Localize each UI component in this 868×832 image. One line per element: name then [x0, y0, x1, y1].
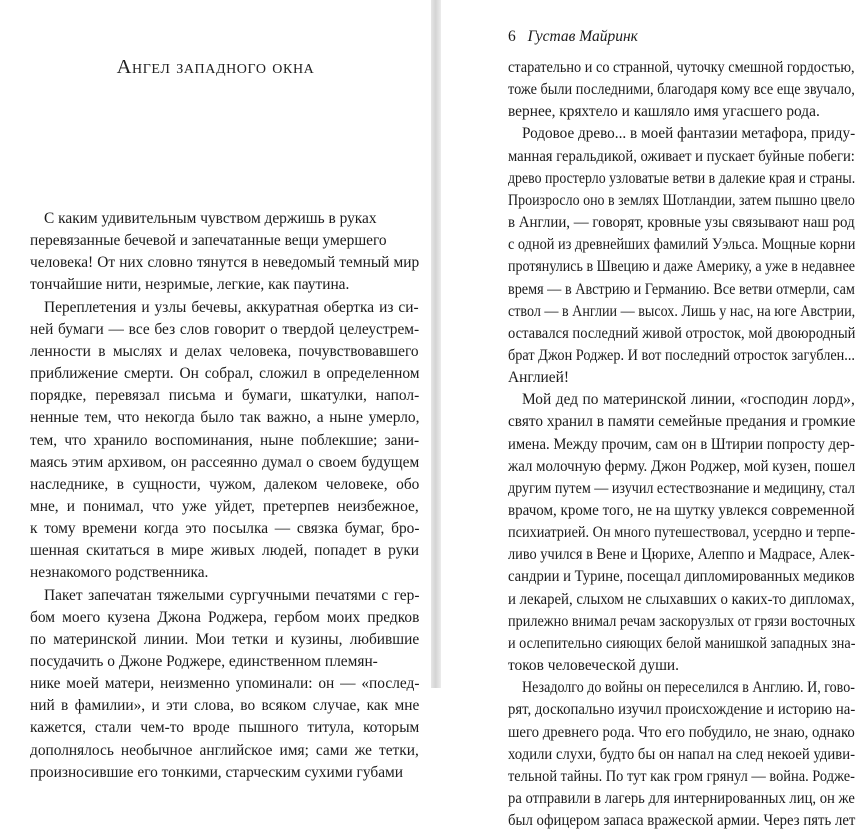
text-line: кажется, стали чем-то вроде пышного титула, которым: [30, 719, 420, 737]
text-line: время — в Австрию и Германию. Все ветви отмерли, сам: [508, 280, 855, 298]
right-page: [441, 0, 868, 830]
text-line: врачом, кроме того, не на шутку увлекся современной: [508, 502, 855, 519]
text-line: старательно и со странной, чуточку смешной гордостью,: [508, 59, 855, 76]
text-line: манная геральдикой, оживает и пускает буйные побеги:: [508, 147, 855, 165]
text-line: рят, доскопально изучил происхождение и историю на-: [508, 701, 856, 719]
text-line: Незадолго до войны он переселился в Англию. И, гово-: [522, 679, 855, 697]
text-line: ней бумаги — все без слов говорит о твердой целеустрем-: [30, 320, 420, 338]
text-line: протянулись в Швецию и даже Америку, а уже в недавнее: [508, 258, 856, 276]
text-line: токов человеческой души.: [508, 657, 680, 675]
text-line: по материнской линии. Мои тетки и кузины, любившие: [30, 630, 420, 648]
text-line: тем, что хранило воспоминания, ныне поблекшие; зани-: [30, 431, 420, 449]
text-line: был офицером запаса вражеской армии. Через пять лет: [508, 812, 856, 830]
text-line: нике моей матери, неизменно упоминали: он — «послед-: [30, 675, 420, 693]
text-line: к тому времени когда это посылка — связка бумаг, бро-: [30, 520, 420, 538]
text-line: и ослепительно сияющих белой манишкой западных зна-: [508, 634, 856, 652]
text-line: шего древнего рода. Что его побудило, не знаю, однако: [508, 723, 855, 741]
text-line: прилежно внимал речам заскорузлых от грязи восточных: [508, 612, 856, 630]
text-line: ненные тем, что некогда было так важно, а ныне умерло,: [30, 409, 420, 427]
text-line: человека! От них словно тянутся в неведомый темный мир: [30, 254, 420, 272]
text-line: имена. Между прочим, сам он в Штирии попросту дер-: [508, 435, 855, 453]
text-line: С каким удивительным чувством держишь в руках: [44, 210, 377, 227]
text-line: другим путем — изучил естествознание и медицину, стал: [508, 479, 855, 497]
text-line: в Англии, — говорят, кровные узы связывают наш род: [508, 214, 855, 232]
text-line: с одной из древнейших фамилий Уэльса. Мощные корни: [508, 236, 856, 254]
text-line: порядке, перевязал письма и бумаги, шкатулки, напол-: [30, 387, 420, 405]
text-line: приближение смерти. Он собрал, сложил в определенном: [30, 365, 420, 383]
running-head: [508, 28, 638, 46]
text-line: тончайшие нити, незримые, легкие, как паутина.: [30, 276, 350, 294]
text-line: жал молочную ферму. Джон Роджер, мой кузен, пошел: [508, 457, 856, 475]
text-line: ливо учился в Вене и Цюрихе, Алеппо и Мадрасе, Алек-: [508, 546, 855, 564]
text-line: древо простерло узловатые ветви в далекие края и страны.: [508, 169, 856, 187]
text-line: Мой дед по материнской линии, «господин лорд»,: [522, 391, 855, 409]
text-line: перевязанные бечевой и запечатанные вещи умершего: [30, 232, 387, 250]
text-line: дополнялось необычное английское имя; сами же тетки,: [30, 741, 419, 759]
text-line: свято хранил в памяти семейные предания и громкие: [508, 413, 856, 431]
text-line: Произросло оно в землях Шотландии, затем пышно цвело: [508, 191, 855, 209]
text-line: Пакет запечатан тяжелыми сургучными печатями с гер-: [44, 586, 420, 604]
page-number: 6: [508, 28, 516, 45]
text-line: маясь этим архивом, он рассеянно думал о своем будущем: [30, 453, 420, 471]
text-line: сандрии и Турине, посещал дипломированных медиков: [508, 568, 855, 586]
text-line: Переплетения и узлы бечевы, аккуратная обертка из си-: [44, 298, 419, 316]
text-line: психиатрией. Он много путешествовал, усердно и терпе-: [508, 524, 856, 542]
text-line: Англией!: [508, 369, 569, 387]
book-gutter: [431, 0, 441, 688]
text-line: тоже были последними, благодаря кому все еще звучало,: [508, 81, 855, 99]
text-line: вернее, кряхтело и кашляло имя угасшего рода.: [508, 103, 820, 121]
text-line: брат Джон Роджер. И вот последний отросток загублен...: [508, 346, 856, 364]
text-line: шенная скитаться в мире живых людей, попадет в руки: [30, 542, 420, 560]
text-line: посудачить о Джоне Роджере, единственном племян-: [30, 653, 378, 670]
text-line: ра отправили в лагерь для интернированных лиц, он же: [508, 789, 855, 807]
running-head-author: Густав Майринк: [527, 28, 638, 45]
text-line: ходили слухи, будто бы он напал на след некоей удиви-: [508, 745, 855, 763]
text-line: ствол — в Англии — высох. Лишь у нас, на юге Австрии,: [508, 302, 856, 320]
text-line: Родовое древо... в моей фантазии метафора, приду-: [522, 125, 856, 143]
text-line: произносившие его тонкими, старческим сухими губами: [30, 763, 403, 781]
text-line: мне, и понимал, что уже уйдет, претерпев неизбежное,: [30, 497, 419, 515]
text-line: незнакомого родственника.: [30, 564, 209, 582]
text-line: бом моего кузена Джона Роджера, гербом моих предков: [30, 608, 420, 626]
text-line: оставался последний живой отросток, мой двоюродный: [508, 324, 856, 342]
chapter-title: Ангел западного окна: [116, 56, 315, 78]
text-line: ленности в мыслях и делах человека, почувствовавшего: [30, 342, 419, 360]
text-line: ний в фамилии», и эти слова, во всяком случае, как мне: [30, 697, 420, 715]
left-page: [0, 0, 431, 781]
text-line: и лекарей, слыхом не слыхавших о каких-то дипломах,: [508, 590, 855, 608]
text-line: наследнике, в сущности, чужом, далеком человеке, обо: [30, 475, 420, 493]
text-line: тельной тайны. По тут как гром грянул — война. Родже-: [508, 767, 855, 785]
